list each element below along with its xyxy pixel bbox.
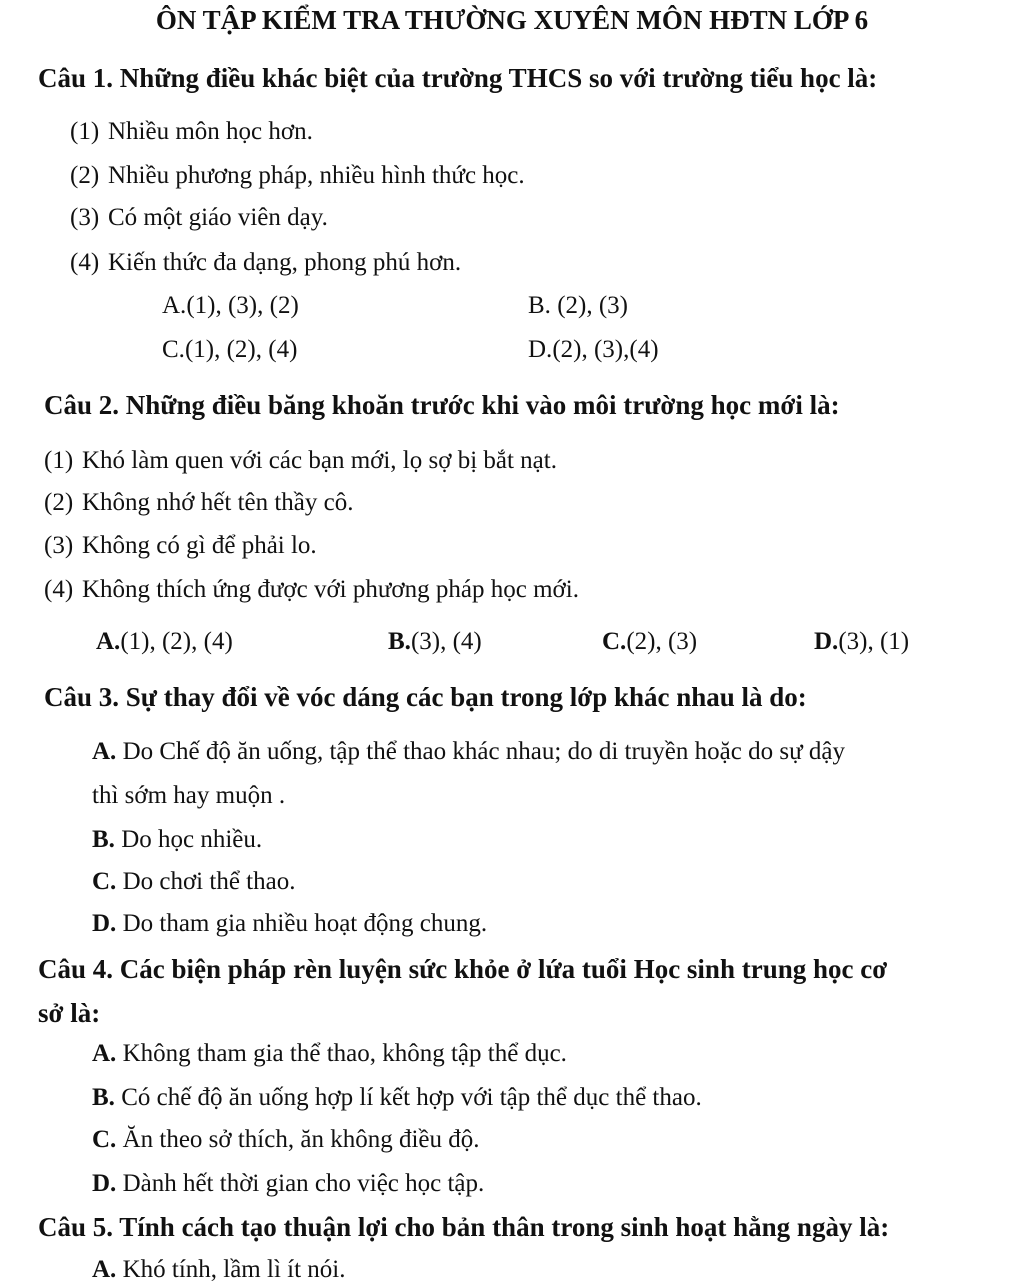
question-3-option-a: A. Do Chế độ ăn uống, tập thể thao khác nhau; do di truyền hoặc do sự dậy [92, 738, 845, 765]
question-1-statement-1: (1) Nhiều môn học hơn. [70, 118, 313, 145]
question-2-statement-3: (3) Không có gì để phải lo. [44, 532, 317, 559]
question-3-option-b: B. Do học nhiều. [92, 826, 263, 853]
question-1-statement-2: (2) Nhiều phương pháp, nhiều hình thức học. [70, 162, 525, 189]
question-2-statement-1: (1) Khó làm quen với các bạn mới, lọ sợ bị bắt nạt. [44, 447, 557, 474]
question-3-option-c: C. Do chơi thể thao. [92, 868, 296, 895]
question-4-option-a: A. Không tham gia thể thao, không tập thể dục. [92, 1040, 567, 1067]
page-title: ÔN TẬP KIỂM TRA THƯỜNG XUYÊN MÔN HĐTN LỚP 6 [155, 5, 869, 35]
question-1-statement-4: (4) Kiến thức đa dạng, phong phú hơn. [70, 249, 462, 276]
question-5-option-a: A. Khó tính, lầm lì ít nói. [92, 1256, 346, 1283]
question-2-option-a: A.(1), (2), (4) [96, 628, 233, 655]
question-4-heading: Câu 4. Các biện pháp rèn luyện sức khỏe ở lứa tuổi Học sinh trung học cơ [38, 954, 888, 984]
question-4-option-b: B. Có chế độ ăn uống hợp lí kết hợp với tập thể dục thể thao. [92, 1084, 702, 1111]
question-3-heading: Câu 3. Sự thay đổi về vóc dáng các bạn trong lớp khác nhau là do: [44, 682, 807, 712]
question-1-option-d: D.(2), (3),(4) [528, 336, 659, 363]
question-2-option-d: D.(3), (1) [814, 628, 910, 655]
question-1-option-c: C.(1), (2), (4) [162, 336, 298, 363]
question-2-statement-4: (4) Không thích ứng được với phương pháp học mới. [44, 576, 579, 603]
question-4-heading-continued: sở là: [38, 998, 101, 1028]
question-1-option-b: B. (2), (3) [528, 292, 628, 319]
question-2-option-c: C.(2), (3) [602, 628, 698, 655]
question-1-heading: Câu 1. Những điều khác biệt của trường THCS so với trường tiểu học là: [38, 63, 878, 93]
question-2-option-b: B.(3), (4) [388, 628, 482, 655]
question-2-heading: Câu 2. Những điều băng khoăn trước khi vào môi trường học mới là: [44, 390, 840, 420]
question-1-option-a: A.(1), (3), (2) [162, 292, 299, 319]
question-5-heading: Câu 5. Tính cách tạo thuận lợi cho bản thân trong sinh hoạt hằng ngày là: [38, 1212, 890, 1242]
question-2-statement-2: (2) Không nhớ hết tên thầy cô. [44, 489, 354, 516]
question-4-option-d: D. Dành hết thời gian cho việc học tập. [92, 1170, 485, 1197]
question-3-option-d: D. Do tham gia nhiều hoạt động chung. [92, 910, 488, 937]
question-3-option-a-continued: thì sớm hay muộn . [92, 782, 286, 809]
question-4-option-c: C. Ăn theo sở thích, ăn không điều độ. [92, 1126, 480, 1153]
question-1-statement-3: (3) Có một giáo viên dạy. [70, 204, 328, 231]
